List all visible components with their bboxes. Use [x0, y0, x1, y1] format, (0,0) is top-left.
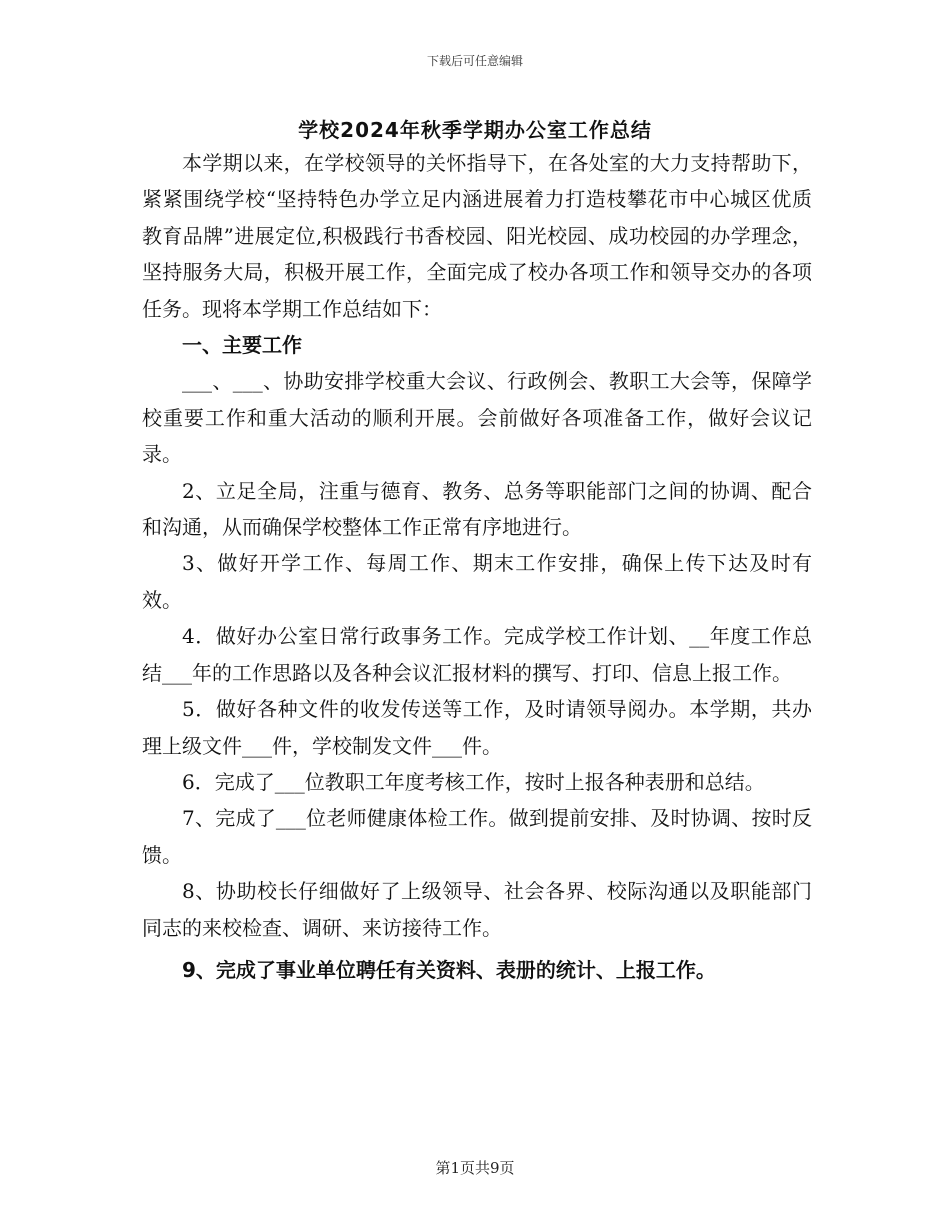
list-item-bold: 9、完成了事业单位聘任有关资料、表册的统计、上报工作。	[182, 957, 716, 982]
list-item: 2、立足全局，注重与德育、教务、总务等职能部门之间的协调、配合和沟通，从而确保学校整体工作正常有序地进行。	[142, 478, 812, 540]
document-title: 学校2024年秋季学期办公室工作总结	[298, 118, 652, 142]
list-item: 6．完成了___位教职工年度考核工作，按时上报各种表册和总结。	[182, 769, 765, 794]
list-item: 8、协助校长仔细做好了上级领导、社会各界、校际沟通以及职能部门同志的来校检查、调研、来访接待工作。	[142, 879, 812, 940]
list-item: 4．做好办公室日常行政事务工作。完成学校工作计划、__年度工作总结___年的工作思路以及各种会议汇报材料的撰写、打印、信息上报工作。	[142, 624, 812, 685]
page-header-note: 下载后可任意编辑	[426, 54, 523, 68]
list-item: ___、___、协助安排学校重大会议、行政例会、教职工大会等，保障学校重要工作和重大活动的顺利开展。会前做好各项准备工作，做好会议记录。	[142, 369, 812, 467]
list-item: 3、做好开学工作、每周工作、期末工作安排，确保上传下达及时有效。	[142, 551, 812, 612]
list-item: 5．做好各种文件的收发传送等工作，及时请领导阅办。本学期，共办理上级文件___件，学校制发文件___件。	[142, 697, 812, 758]
page-number: 第1页共9页	[435, 1159, 515, 1177]
list-item: 7、完成了___位老师健康体检工作。做到提前安排、及时协调、按时反馈。	[142, 806, 812, 867]
document-body	[142, 145, 812, 988]
section-heading: 一、主要工作	[182, 333, 302, 358]
intro-paragraph: 本学期以来，在学校领导的关怀指导下，在各处室的大力支持帮助下，紧紧围绕学校“坚持特色办学立足内涵进展着力打造枝攀花市中心城区优质教育品牌”进展定位,积极践行书香校园、阳光校园、成功校园的办学理念，坚持服务大局，积极开展工作，全面完成了校办各项工作和领导交办的各项任务。现将本学期工作总结如下：	[142, 151, 812, 321]
